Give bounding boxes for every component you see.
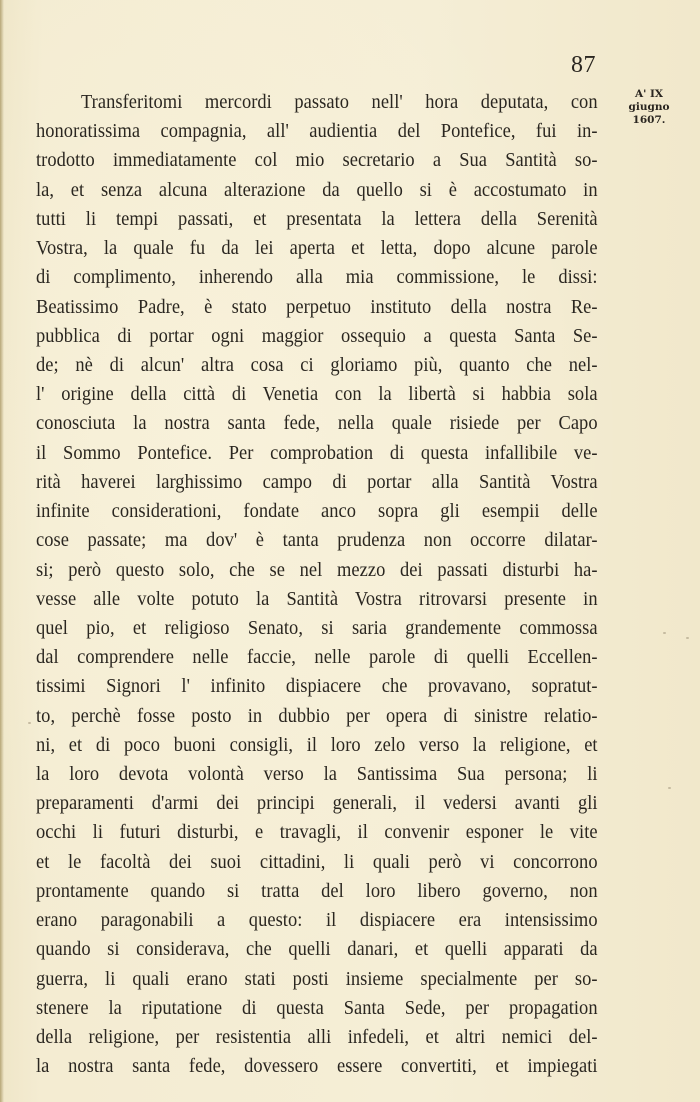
margin-date-note [610, 88, 688, 127]
text-line: pubblica di portar ogni maggior ossequio a questa Santa Se- [36, 324, 598, 347]
text-line: et le facoltà dei suoi cittadini, li quali però vi concorrono [36, 850, 598, 873]
text-line: prontamente quando si tratta del loro libero governo, non [36, 879, 598, 902]
text-line: la nostra santa fede, dovessero essere convertiti, et impiegati [36, 1055, 598, 1078]
body-text [36, 88, 598, 1081]
text-line: Beatissimo Padre, è stato perpetuo instituto della nostra Re- [36, 295, 598, 318]
text-line: stenere la riputatione di questa Santa Sede, per propagation [36, 996, 598, 1019]
text-line: il Sommo Pontefice. Per comprobation di questa infallibile ve- [36, 441, 598, 464]
text-line: l' origine della città di Venetia con la libertà si habbia sola [36, 383, 598, 406]
text-line: guerra, li quali erano stati posti insieme specialmente per so- [36, 967, 598, 990]
text-line: della religione, per resistentia alli infedeli, et altri nemici del- [36, 1026, 598, 1048]
paper-speck [668, 787, 671, 789]
text-line: preparamenti d'armi dei principi generali, il vedersi avanti gli [36, 792, 598, 815]
text-line: la, et senza alcuna alterazione da quello si è accostumato in [36, 178, 598, 201]
paper-speck [663, 632, 666, 634]
text-line: tutti li tempi passati, et presentata la lettera della Serenità [36, 207, 598, 230]
text-line: la loro devota volontà verso la Santissima Sua persona; li [36, 763, 598, 786]
text-line: rità haverei larghissimo campo di portar alla Santità Vostra [36, 470, 598, 493]
margin-note-line: 1607. [632, 114, 666, 126]
text-line: erano paragonabili a questo: il dispiacere era intensissimo [36, 909, 598, 932]
margin-note-line: giugno [628, 101, 670, 113]
text-line: Vostra, la quale fu da lei aperta et letta, dopo alcune parole [36, 237, 598, 260]
text-line: trodotto immediatamente col mio secretario a Sua Santità so- [36, 149, 598, 172]
text-line: honoratissima compagnia, all' audientia del Pontefice, fui in- [36, 120, 598, 143]
paper-speck [686, 637, 689, 639]
text-line: di complimento, inherendo alla mia commissione, le dissi: [36, 266, 598, 289]
text-line: conosciuta la nostra santa fede, nella quale risiede per Capo [36, 412, 598, 435]
paper-speck [28, 722, 31, 724]
text-line: to, perchè fosse posto in dubbio per opera di sinistre relatio- [36, 704, 598, 727]
text-line: dal comprendere nelle faccie, nelle parole di quelli Eccellen- [36, 646, 598, 669]
text-line: infinite considerationi, fondate anco sopra gli esempii delle [36, 500, 598, 523]
page-number: 87 [571, 52, 596, 78]
text-line: tissimi Signori l' infinito dispiacere che provavano, sopratut- [36, 675, 598, 698]
page-edge-shadow [0, 0, 4, 1102]
text-line: Transferitomi mercordi passato nell' hora deputata, con [81, 91, 598, 113]
text-line: quel pio, et religioso Senato, si saria grandemente commossa [36, 616, 598, 639]
text-line: ni, et di poco buoni consigli, il loro zelo verso la religione, et [36, 733, 598, 756]
text-line: occhi li futuri disturbi, e travagli, il convenir esponer le vite [36, 821, 598, 844]
text-line: si; però questo solo, che se nel mezzo dei passati disturbi ha- [36, 558, 598, 581]
text-line: cose passate; ma dov' è tanta prudenza non occorre dilatar- [36, 529, 598, 552]
text-line: vesse alle volte potuto la Santità Vostra ritrovarsi presente in [36, 587, 598, 610]
margin-note-line: A' IX [634, 88, 664, 100]
text-line: quando si considerava, che quelli danari, et quelli apparati da [36, 938, 598, 961]
text-line: de; nè di alcun' altra cosa ci gloriamo più, quanto che nel- [36, 353, 598, 376]
